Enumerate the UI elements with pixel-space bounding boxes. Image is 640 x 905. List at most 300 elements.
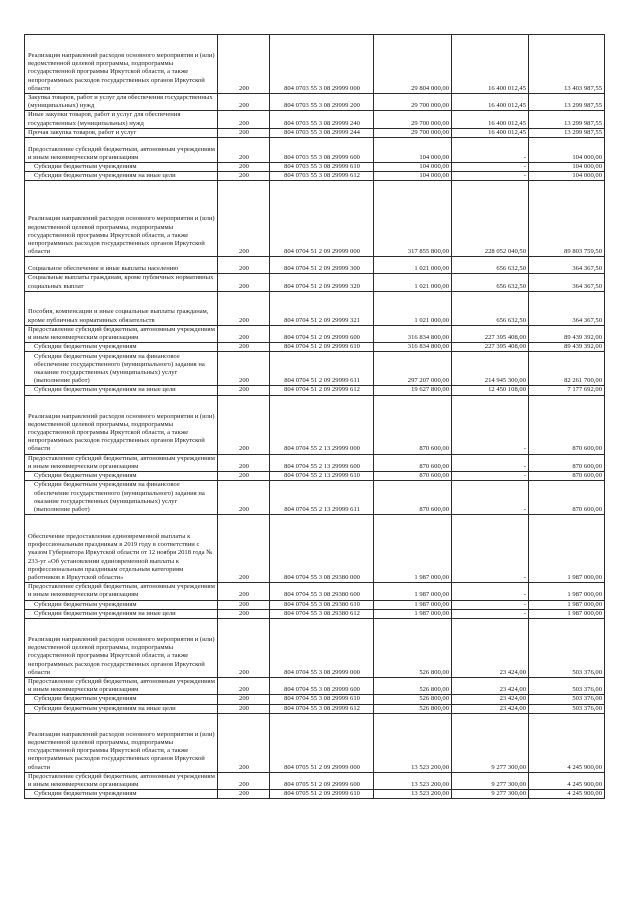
classification-code-cell [270, 772, 374, 789]
approved-amount-cell-text: 317 855 800,00 [407, 248, 449, 256]
classification-code-cell [270, 138, 374, 163]
line-code-cell [218, 609, 270, 618]
unexecuted-amount-cell-text: 870 600,00 [572, 462, 602, 470]
approved-amount-cell-text: 526 800,00 [419, 695, 449, 703]
classification-code-cell-text: 804 0705 51 2 09 29999 000 [284, 763, 360, 771]
approved-amount-cell [374, 325, 452, 342]
executed-amount-cell-text: - [523, 574, 526, 582]
approved-amount-cell-text: 1 987 000,00 [414, 574, 449, 582]
classification-code-cell [270, 695, 374, 704]
executed-amount-cell [452, 172, 529, 181]
unexecuted-amount-cell-text: 89 439 392,00 [564, 343, 602, 351]
table-row [25, 172, 605, 181]
approved-amount-cell [374, 713, 452, 772]
classification-code-cell-text: 804 0704 51 2 09 29999 000 [284, 248, 360, 256]
expense-name-cell-text: Предоставление субсидий бюджетным, автономным учреждениям и иным некоммерческим организациям [28, 678, 215, 694]
executed-amount-cell-text: 16 400 012,45 [488, 128, 526, 136]
unexecuted-amount-cell-text: 13 403 987,55 [564, 84, 602, 92]
executed-amount-cell-text: 16 400 012,45 [488, 119, 526, 127]
executed-amount-cell-text: 227 395 408,00 [484, 334, 526, 342]
approved-amount-cell [374, 481, 452, 515]
expense-name-cell [25, 94, 218, 111]
classification-code-cell [270, 181, 374, 257]
line-code-cell-text: 200 [239, 316, 249, 324]
executed-amount-cell [452, 352, 529, 386]
table-row [25, 515, 605, 583]
line-code-cell-text: 200 [239, 686, 249, 694]
approved-amount-cell-text: 1 987 000,00 [414, 609, 449, 617]
unexecuted-amount-cell [529, 274, 605, 291]
unexecuted-amount-cell [529, 257, 605, 274]
classification-code-cell [270, 128, 374, 137]
executed-amount-cell-text: - [523, 591, 526, 599]
line-code-cell [218, 128, 270, 137]
unexecuted-amount-cell-text: 4 245 900,00 [567, 790, 602, 798]
executed-amount-cell-text: 9 277 300,00 [491, 781, 526, 789]
classification-code-cell [270, 704, 374, 713]
expense-name-cell [25, 343, 218, 352]
executed-amount-cell [452, 325, 529, 342]
unexecuted-amount-cell-text: 13 299 987,55 [564, 128, 602, 136]
table-row [25, 163, 605, 172]
unexecuted-amount-cell-text: 870 600,00 [572, 445, 602, 453]
executed-amount-cell [452, 515, 529, 583]
executed-amount-cell-text: - [523, 462, 526, 470]
table-row [25, 395, 605, 454]
approved-amount-cell [374, 395, 452, 454]
table-row [25, 609, 605, 618]
approved-amount-cell-text: 870 600,00 [419, 506, 449, 514]
expense-name-cell-text: Субсидии бюджетным учреждениям [34, 695, 137, 703]
approved-amount-cell [374, 678, 452, 695]
approved-amount-cell [374, 704, 452, 713]
classification-code-cell-text: 804 0703 55 3 08 29999 000 [284, 84, 360, 92]
approved-amount-cell [374, 454, 452, 471]
classification-code-cell-text: 804 0703 55 3 08 29999 600 [284, 153, 360, 161]
budget-execution-table [24, 34, 605, 799]
executed-amount-cell-text: 23 424,00 [499, 668, 526, 676]
unexecuted-amount-cell [529, 704, 605, 713]
approved-amount-cell [374, 35, 452, 94]
unexecuted-amount-cell [529, 515, 605, 583]
executed-amount-cell [452, 619, 529, 678]
classification-code-cell-text: 804 0703 55 3 08 29999 244 [284, 128, 360, 136]
executed-amount-cell [452, 291, 529, 325]
classification-code-cell [270, 515, 374, 583]
line-code-cell [218, 454, 270, 471]
unexecuted-amount-cell [529, 94, 605, 111]
classification-code-cell-text: 804 0704 55 3 08 29380 610 [284, 600, 360, 608]
expense-name-cell [25, 481, 218, 515]
classification-code-cell-text: 804 0705 51 2 09 29999 600 [284, 781, 360, 789]
approved-amount-cell-text: 13 523 200,00 [411, 763, 449, 771]
executed-amount-cell-text: 656 632,50 [496, 265, 526, 273]
line-code-cell [218, 291, 270, 325]
table-row [25, 481, 605, 515]
line-code-cell [218, 600, 270, 609]
approved-amount-cell [374, 111, 452, 128]
expense-name-cell [25, 454, 218, 471]
executed-amount-cell-text: 227 395 408,00 [484, 343, 526, 351]
classification-code-cell-text: 804 0704 51 2 09 29999 610 [284, 343, 360, 351]
executed-amount-cell-text: - [523, 163, 526, 171]
classification-code-cell [270, 609, 374, 618]
line-code-cell [218, 395, 270, 454]
executed-amount-cell [452, 454, 529, 471]
expense-name-cell-text: Прочая закупка товаров, работ и услуг [28, 128, 137, 136]
unexecuted-amount-cell [529, 713, 605, 772]
executed-amount-cell [452, 790, 529, 799]
approved-amount-cell-text: 526 800,00 [419, 704, 449, 712]
line-code-cell [218, 163, 270, 172]
classification-code-cell-text: 804 0704 55 3 08 29999 000 [284, 668, 360, 676]
approved-amount-cell [374, 609, 452, 618]
classification-code-cell-text: 804 0705 51 2 09 29999 610 [284, 790, 360, 798]
line-code-cell [218, 472, 270, 481]
classification-code-cell [270, 274, 374, 291]
executed-amount-cell [452, 35, 529, 94]
unexecuted-amount-cell [529, 138, 605, 163]
executed-amount-cell-text: - [523, 600, 526, 608]
line-code-cell-text: 200 [239, 84, 249, 92]
line-code-cell [218, 257, 270, 274]
expense-name-cell [25, 325, 218, 342]
executed-amount-cell-text: 9 277 300,00 [491, 763, 526, 771]
classification-code-cell [270, 94, 374, 111]
expense-name-cell-text: Субсидии бюджетным учреждениям на иные цели [34, 172, 176, 180]
expense-name-cell-text: Пособия, компенсации и иные социальные выплаты гражданам, кроме публичных нормативных обязательств [28, 308, 209, 324]
expense-name-cell [25, 181, 218, 257]
unexecuted-amount-cell [529, 619, 605, 678]
unexecuted-amount-cell [529, 454, 605, 471]
unexecuted-amount-cell [529, 181, 605, 257]
executed-amount-cell [452, 695, 529, 704]
approved-amount-cell-text: 104 000,00 [419, 153, 449, 161]
approved-amount-cell-text: 1 987 000,00 [414, 600, 449, 608]
expense-name-cell [25, 609, 218, 618]
executed-amount-cell-text: 656 632,50 [496, 282, 526, 290]
line-code-cell-text: 200 [239, 343, 249, 351]
executed-amount-cell-text: - [523, 506, 526, 514]
table-row [25, 94, 605, 111]
executed-amount-cell [452, 94, 529, 111]
classification-code-cell-text: 804 0704 51 2 09 29999 321 [284, 316, 360, 324]
expense-name-cell [25, 111, 218, 128]
expense-name-cell [25, 128, 218, 137]
unexecuted-amount-cell [529, 35, 605, 94]
unexecuted-amount-cell-text: 364 367,50 [572, 282, 602, 290]
expense-name-cell [25, 172, 218, 181]
line-code-cell [218, 35, 270, 94]
executed-amount-cell [452, 128, 529, 137]
line-code-cell-text: 200 [239, 600, 249, 608]
classification-code-cell [270, 257, 374, 274]
executed-amount-cell-text: 23 424,00 [499, 686, 526, 694]
unexecuted-amount-cell [529, 609, 605, 618]
line-code-cell [218, 790, 270, 799]
expense-name-cell [25, 163, 218, 172]
executed-amount-cell [452, 772, 529, 789]
approved-amount-cell [374, 515, 452, 583]
unexecuted-amount-cell-text: 13 299 987,55 [564, 102, 602, 110]
classification-code-cell-text: 804 0704 55 3 08 29380 612 [284, 609, 360, 617]
table-row [25, 138, 605, 163]
approved-amount-cell-text: 1 021 000,00 [414, 316, 449, 324]
classification-code-cell-text: 804 0704 55 2 13 29999 000 [284, 445, 360, 453]
expense-name-cell-text: Субсидии бюджетным учреждениям [34, 472, 137, 480]
unexecuted-amount-cell [529, 790, 605, 799]
unexecuted-amount-cell-text: 1 987 000,00 [567, 600, 602, 608]
expense-name-cell-text: Реализация направлений расходов основного мероприятия и (или) ведомственной целевой программы, подпрограммы государственной программы Иркутской области, а также непрограммных расходов государственных органов Иркутской области [28, 215, 215, 256]
classification-code-cell [270, 472, 374, 481]
line-code-cell [218, 481, 270, 515]
approved-amount-cell-text: 29 700 000,00 [411, 102, 449, 110]
executed-amount-cell-text: 23 424,00 [499, 695, 526, 703]
approved-amount-cell-text: 316 834 800,00 [407, 334, 449, 342]
unexecuted-amount-cell-text: 4 245 900,00 [567, 763, 602, 771]
line-code-cell-text: 200 [239, 377, 249, 385]
executed-amount-cell [452, 138, 529, 163]
unexecuted-amount-cell [529, 172, 605, 181]
expense-name-cell-text: Реализация направлений расходов основного мероприятия и (или) ведомственной целевой программы, подпрограммы государственной программы Иркутской области, а также непрограммных расходов государственных органов Иркутской области [28, 730, 215, 771]
expense-name-cell-text: Обеспечение предоставления единовременной выплаты к профессиональным праздникам в 2019 году в соответствии с указом Губернатора Иркутской области от 12 ноября 2018 года № 233-уг «Об установлении единовременной выплаты к профессиональным праздникам отдельным категориям работников в Иркутской области» [28, 533, 213, 582]
line-code-cell-text: 200 [239, 153, 249, 161]
table-row [25, 291, 605, 325]
executed-amount-cell-text: - [523, 609, 526, 617]
unexecuted-amount-cell [529, 352, 605, 386]
unexecuted-amount-cell-text: 503 376,00 [572, 686, 602, 694]
approved-amount-cell [374, 257, 452, 274]
classification-code-cell [270, 325, 374, 342]
expense-name-cell [25, 790, 218, 799]
expense-name-cell-text: Иные закупки товаров, работ и услуг для обеспечения государственных (муниципальных) нужд [28, 111, 181, 127]
classification-code-cell-text: 804 0704 55 2 13 29999 600 [284, 462, 360, 470]
unexecuted-amount-cell [529, 678, 605, 695]
classification-code-cell [270, 678, 374, 695]
unexecuted-amount-cell-text: 870 600,00 [572, 472, 602, 480]
approved-amount-cell-text: 1 987 000,00 [414, 591, 449, 599]
classification-code-cell-text: 804 0703 55 3 08 29999 610 [284, 163, 360, 171]
unexecuted-amount-cell-text: 104 000,00 [572, 153, 602, 161]
line-code-cell [218, 111, 270, 128]
line-code-cell [218, 704, 270, 713]
approved-amount-cell-text: 29 700 000,00 [411, 128, 449, 136]
line-code-cell [218, 172, 270, 181]
classification-code-cell [270, 291, 374, 325]
line-code-cell [218, 94, 270, 111]
approved-amount-cell [374, 94, 452, 111]
table-row [25, 704, 605, 713]
approved-amount-cell [374, 163, 452, 172]
unexecuted-amount-cell [529, 343, 605, 352]
executed-amount-cell [452, 395, 529, 454]
approved-amount-cell-text: 297 207 000,00 [407, 377, 449, 385]
executed-amount-cell-text: 16 400 012,45 [488, 102, 526, 110]
table-row [25, 619, 605, 678]
approved-amount-cell [374, 138, 452, 163]
unexecuted-amount-cell-text: 503 376,00 [572, 704, 602, 712]
unexecuted-amount-cell-text: 13 299 987,55 [564, 119, 602, 127]
approved-amount-cell [374, 583, 452, 600]
line-code-cell [218, 325, 270, 342]
table-row [25, 35, 605, 94]
expense-name-cell-text: Предоставление субсидий бюджетным, автономным учреждениям и иным некоммерческим организациям [28, 583, 215, 599]
expense-name-cell-text: Субсидии бюджетным учреждениям [34, 790, 137, 798]
approved-amount-cell [374, 181, 452, 257]
table-row [25, 678, 605, 695]
executed-amount-cell [452, 583, 529, 600]
executed-amount-cell [452, 481, 529, 515]
line-code-cell-text: 200 [239, 334, 249, 342]
approved-amount-cell [374, 352, 452, 386]
executed-amount-cell-text: 656 632,50 [496, 316, 526, 324]
unexecuted-amount-cell-text: 1 987 000,00 [567, 591, 602, 599]
expense-name-cell-text: Субсидии бюджетным учреждениям [34, 600, 137, 608]
classification-code-cell-text: 804 0703 55 3 08 29999 200 [284, 102, 360, 110]
line-code-cell-text: 200 [239, 172, 249, 180]
executed-amount-cell-text: - [523, 153, 526, 161]
executed-amount-cell [452, 274, 529, 291]
line-code-cell-text: 200 [239, 445, 249, 453]
classification-code-cell [270, 111, 374, 128]
expense-name-cell-text: Предоставление субсидий бюджетным, автономным учреждениям и иным некоммерческим организациям [28, 772, 215, 789]
approved-amount-cell [374, 128, 452, 137]
approved-amount-cell-text: 1 021 000,00 [414, 265, 449, 273]
expense-name-cell-text: Предоставление субсидий бюджетным, автономным учреждениям и иным некоммерческим организациям [28, 145, 215, 161]
line-code-cell-text: 200 [239, 102, 249, 110]
executed-amount-cell-text: - [523, 472, 526, 480]
approved-amount-cell [374, 343, 452, 352]
classification-code-cell-text: 804 0704 55 3 08 29999 612 [284, 704, 360, 712]
table-row [25, 713, 605, 772]
approved-amount-cell-text: 29 804 000,00 [411, 84, 449, 92]
expense-name-cell [25, 619, 218, 678]
executed-amount-cell [452, 704, 529, 713]
approved-amount-cell-text: 870 600,00 [419, 462, 449, 470]
approved-amount-cell-text: 13 523 200,00 [411, 790, 449, 798]
classification-code-cell-text: 804 0703 55 3 08 29999 612 [284, 172, 360, 180]
line-code-cell-text: 200 [239, 609, 249, 617]
classification-code-cell-text: 804 0704 51 2 09 29999 612 [284, 386, 360, 394]
unexecuted-amount-cell [529, 291, 605, 325]
expense-name-cell-text: Предоставление субсидий бюджетным, автономным учреждениям и иным некоммерческим организациям [28, 325, 215, 342]
unexecuted-amount-cell [529, 772, 605, 789]
expense-name-cell-text: Реализация направлений расходов основного мероприятия и (или) ведомственной целевой программы, подпрограммы государственной программы Иркутской области, а также непрограммных расходов государственных органов Иркутской области [28, 51, 215, 92]
approved-amount-cell [374, 291, 452, 325]
table-row [25, 257, 605, 274]
approved-amount-cell [374, 695, 452, 704]
line-code-cell-text: 200 [239, 668, 249, 676]
line-code-cell-text: 200 [239, 695, 249, 703]
line-code-cell-text: 200 [239, 472, 249, 480]
unexecuted-amount-cell-text: 104 000,00 [572, 163, 602, 171]
expense-name-cell-text: Социальные выплаты гражданам, кроме публичных нормативных социальных выплат [28, 274, 214, 290]
line-code-cell-text: 200 [239, 591, 249, 599]
approved-amount-cell-text: 29 700 000,00 [411, 119, 449, 127]
unexecuted-amount-cell-text: 503 376,00 [572, 668, 602, 676]
expense-name-cell-text: Субсидии бюджетным учреждениям на иные цели [34, 609, 176, 617]
classification-code-cell [270, 583, 374, 600]
expense-name-cell-text: Реализация направлений расходов основного мероприятия и (или) ведомственной целевой программы, подпрограммы государственной программы Иркутской области, а также непрограммных расходов государственных органов Иркутской области [28, 636, 215, 676]
executed-amount-cell [452, 111, 529, 128]
approved-amount-cell-text: 1 021 000,00 [414, 282, 449, 290]
table-row [25, 181, 605, 257]
line-code-cell [218, 583, 270, 600]
classification-code-cell-text: 804 0704 55 3 08 29999 600 [284, 686, 360, 694]
unexecuted-amount-cell [529, 325, 605, 342]
line-code-cell [218, 386, 270, 395]
classification-code-cell-text: 804 0704 55 2 13 29999 610 [284, 472, 360, 480]
unexecuted-amount-cell [529, 128, 605, 137]
unexecuted-amount-cell [529, 600, 605, 609]
executed-amount-cell-text: 228 052 040,50 [484, 248, 526, 256]
expense-name-cell [25, 472, 218, 481]
line-code-cell [218, 352, 270, 386]
unexecuted-amount-cell-text: 1 987 000,00 [567, 609, 602, 617]
unexecuted-amount-cell-text: 4 245 900,00 [567, 781, 602, 789]
line-code-cell [218, 772, 270, 789]
expense-name-cell [25, 352, 218, 386]
unexecuted-amount-cell [529, 583, 605, 600]
approved-amount-cell [374, 172, 452, 181]
executed-amount-cell [452, 609, 529, 618]
unexecuted-amount-cell-text: 7 177 692,00 [567, 386, 602, 394]
approved-amount-cell [374, 772, 452, 789]
executed-amount-cell-text: 214 945 300,00 [484, 377, 526, 385]
approved-amount-cell-text: 870 600,00 [419, 472, 449, 480]
expense-name-cell [25, 138, 218, 163]
expense-name-cell-text: Предоставление субсидий бюджетным, автономным учреждениям и иным некоммерческим организациям [28, 454, 215, 470]
classification-code-cell [270, 619, 374, 678]
classification-code-cell [270, 600, 374, 609]
approved-amount-cell [374, 619, 452, 678]
unexecuted-amount-cell [529, 111, 605, 128]
expense-name-cell-text: Социальное обеспечение и иные выплаты населению [28, 265, 179, 273]
expense-name-cell-text: Субсидии бюджетным учреждениям на иные цели [34, 704, 176, 712]
line-code-cell [218, 343, 270, 352]
line-code-cell-text: 200 [239, 781, 249, 789]
expense-name-cell-text: Субсидии бюджетным учреждениям на иные цели [34, 386, 176, 394]
classification-code-cell-text: 804 0704 51 2 09 29999 320 [284, 282, 360, 290]
line-code-cell [218, 181, 270, 257]
classification-code-cell [270, 172, 374, 181]
unexecuted-amount-cell-text: 503 376,00 [572, 695, 602, 703]
unexecuted-amount-cell-text: 82 261 700,00 [564, 377, 602, 385]
classification-code-cell-text: 804 0703 55 3 08 29999 240 [284, 119, 360, 127]
expense-name-cell-text: Субсидии бюджетным учреждениям на финансовое обеспечение государственного (муниципального) задания на оказание государственных (муниципальных) услуг (выполнение работ) [34, 481, 205, 514]
expense-name-cell [25, 713, 218, 772]
executed-amount-cell [452, 181, 529, 257]
executed-amount-cell-text: - [523, 172, 526, 180]
executed-amount-cell-text: 16 400 012,45 [488, 84, 526, 92]
classification-code-cell-text: 804 0704 55 3 08 29380 000 [284, 574, 360, 582]
approved-amount-cell [374, 274, 452, 291]
table-row [25, 274, 605, 291]
expense-name-cell [25, 386, 218, 395]
expense-name-cell-text: Реализация направлений расходов основного мероприятия и (или) ведомственной целевой программы, подпрограммы государственной программы Иркутской области, а также непрограммных расходов государственных органов Иркутской области [28, 412, 215, 453]
classification-code-cell-text: 804 0704 51 2 09 29999 611 [284, 377, 360, 385]
line-code-cell-text: 200 [239, 163, 249, 171]
expense-name-cell [25, 291, 218, 325]
expense-name-cell-text: Субсидии бюджетным учреждениям на финансовое обеспечение государственного (муниципального) задания на оказание государственных (муниципальных) услуг (выполнение работ) [34, 352, 205, 385]
unexecuted-amount-cell-text: 89 803 759,50 [564, 248, 602, 256]
table-row [25, 352, 605, 386]
table-row [25, 472, 605, 481]
line-code-cell-text: 200 [239, 282, 249, 290]
unexecuted-amount-cell-text: 104 000,00 [572, 172, 602, 180]
table-row [25, 695, 605, 704]
expense-name-cell [25, 695, 218, 704]
